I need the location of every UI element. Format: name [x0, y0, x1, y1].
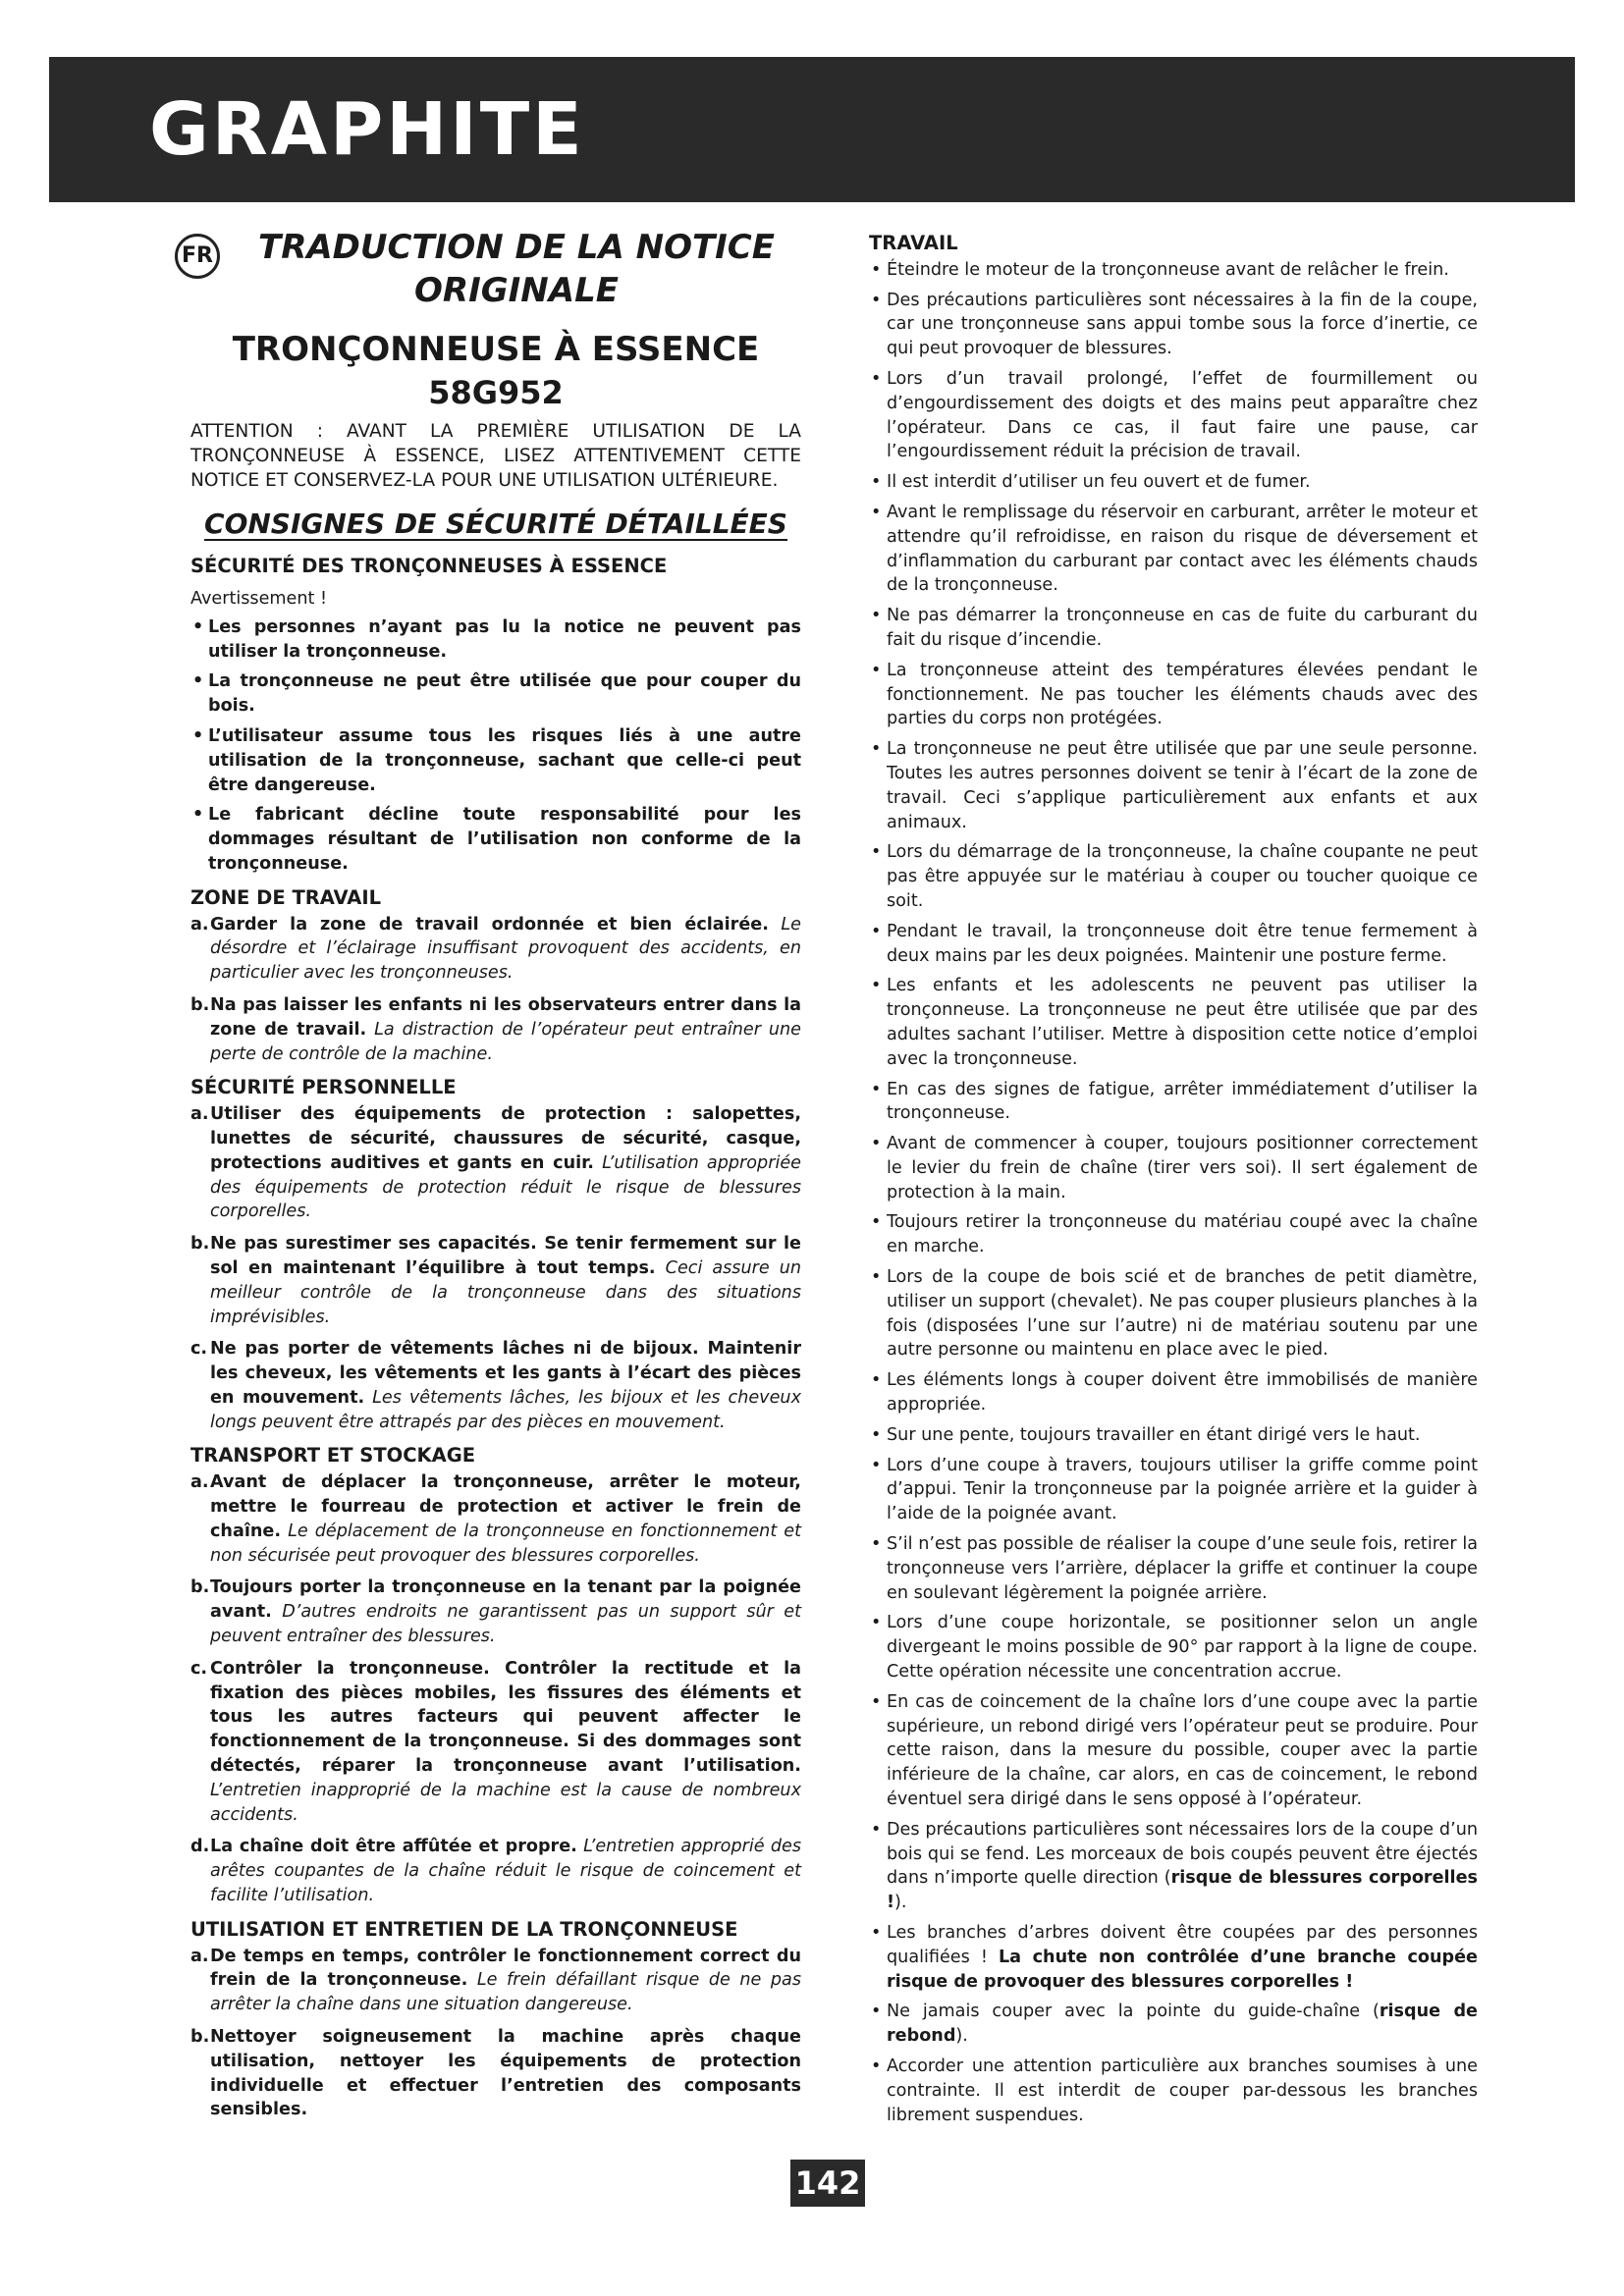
item-letter: b.	[190, 2027, 210, 2048]
item-text: Des précautions particulières sont nécessaires lors de la coupe d’un bois qui se fend. Les morceaux de bois coupés peuvent être éjectés dans n’importe quelle direction (	[887, 1819, 1478, 1889]
list-item	[190, 1232, 801, 1329]
travail-list	[869, 258, 1478, 2128]
chainsaw-safety-list	[190, 615, 801, 877]
list-item: • En cas des signes de fatigue, arrêter immédiatement d’utiliser la tronçonneuse.	[869, 1078, 1478, 1127]
item-bold-text: Avant de déplacer la tronçonneuse, arrêter le moteur, mettre le fourreau de protection et activer le frein de chaîne.	[210, 1472, 801, 1541]
item-letter: a.	[190, 914, 209, 934]
list-item	[190, 1337, 801, 1434]
list-item: • Accorder une attention particulière aux branches soumises à une contrainte. Il est interdit de couper par-dessous les branches librement suspendues.	[869, 2055, 1478, 2127]
item-italic-text: Ceci assure un meilleur contrôle de la tronçonneuse dans des situations imprévisibles.	[210, 1257, 801, 1327]
list-item	[190, 1102, 801, 1224]
item-bold-text: Toujours porter la tronçonneuse en la tenant par la poignée avant.	[210, 1577, 801, 1623]
item-italic-text: La distraction de l’opérateur peut entraîner une perte de contrôle de la machine.	[210, 1019, 802, 1064]
item-bold-text: Utiliser des équipements de protection : salopettes, lunettes de sécurité, chaussures de sécurité, casque, protections auditives et gants en cuir.	[210, 1104, 801, 1173]
right-column	[869, 226, 1478, 2133]
list-item: • L’utilisateur assume tous les risques liés à une autre utilisation de la tronçonneuse, sachant que celle-ci peut être dangereuse.	[190, 724, 801, 797]
section-heading-use-maintenance: UTILISATION ET ENTRETIEN DE LA TRONÇONNEUSE	[190, 1917, 738, 1941]
safety-heading: CONSIGNES DE SÉCURITÉ DÉTAILLÉES	[204, 507, 787, 541]
item-bold-text: Na pas laisser les enfants ni les observateurs entrer dans la zone de travail.	[210, 994, 801, 1040]
list-item: • Lors d’une coupe horizontale, se positionner selon un angle divergeant le moins possible de 90° par rapport à la ligne de coupe. Cette opération nécessite une concentration accrue.	[869, 1611, 1478, 1683]
brand-logo: GRAPHITE	[149, 87, 585, 172]
list-item: • Avant de commencer à couper, toujours positionner correctement le levier du frein de chaîne (tirer vers soi). Il sert également de protection à la main.	[869, 1132, 1478, 1204]
item-italic-text: Le déplacement de la tronçonneuse en fonctionnement et non sécurisée peut provoquer des blessures corporelles.	[210, 1521, 801, 1566]
item-italic-text: L’entretien approprié des arêtes coupantes de la chaîne réduit le risque de coincement et facilite l’utilisation.	[210, 1837, 801, 1906]
item-letter: c.	[190, 1339, 208, 1360]
list-item: • En cas de coincement de la chaîne lors d’une coupe avec la partie supérieure, un rebond dirigé vers l’opérateur peut se produire. Pour cette raison, dans la mesure du possible, couper avec la partie inférieure de la chaîne, car alors, en cas de coincement, le rebond éventuel sera dirigé dans le sens opposé à l’opérateur.	[869, 1690, 1478, 1812]
item-text: Les branches d’arbres doivent être coupées par des personnes qualifiées !	[887, 1923, 1478, 1967]
item-italic-text: Le désordre et l’éclairage insuffisant provoquent des accidents, en particulier avec les tronçonneuses.	[210, 914, 802, 984]
transport-list	[190, 1470, 801, 1908]
list-item: • Éteindre le moteur de la tronçonneuse avant de relâcher le frein.	[869, 258, 1478, 283]
item-letter: b.	[190, 1577, 210, 1598]
list-item: • Les éléments longs à couper doivent être immobilisés de manière appropriée.	[869, 1368, 1478, 1417]
list-item: • Ne pas démarrer la tronçonneuse en cas de fuite du carburant du fait du risque d’incendie.	[869, 604, 1478, 653]
item-letter: b.	[190, 1234, 210, 1255]
item-letter: a.	[190, 1472, 209, 1493]
list-item: • Les personnes n’ayant pas lu la notice ne peuvent pas utiliser la tronçonneuse.	[190, 615, 801, 665]
list-item: • Avant le remplissage du réservoir en carburant, arrêter le moteur et attendre qu’il refroidisse, en raison du risque de déversement et d’inflammation du carburant par contact avec les éléments chauds de la tronçonneuse.	[869, 501, 1478, 598]
list-item: • Les enfants et les adolescents ne peuvent pas utiliser la tronçonneuse. La tronçonneuse ne peut être utilisée que par des adultes sachant l’utiliser. Mettre à disposition cette notice d’emploi avec la tronçonneuse.	[869, 974, 1478, 1071]
list-item	[190, 1835, 801, 1907]
list-item	[190, 993, 801, 1066]
item-italic-text: Les vêtements lâches, les bijoux et les cheveux longs peuvent être attrapés par des pièces en mouvement.	[210, 1387, 801, 1432]
document-title: TRADUCTION DE LA NOTICE ORIGINALE	[258, 228, 775, 310]
item-bold-text: La chute non contrôlée d’une branche coupée risque de provoquer des blessures corporelles !	[887, 1947, 1478, 1992]
left-column	[182, 226, 802, 2130]
list-item	[190, 1945, 801, 2017]
list-item: • Pendant le travail, la tronçonneuse doit être tenue fermement à deux mains par les deux poignées. Maintenir une posture ferme.	[869, 920, 1478, 969]
item-letter: a.	[190, 1104, 209, 1125]
item-bold-text: Nettoyer soigneusement la machine après chaque utilisation, nettoyer les équipements de protection individuelle et effectuer l’entretien des composants sensibles.	[210, 2027, 801, 2120]
model-number: 58G952	[428, 374, 564, 411]
list-item: • Le fabricant décline toute responsabilité pour les dommages résultant de l’utilisation non conforme de la tronçonneuse.	[190, 803, 801, 876]
item-letter: a.	[190, 1946, 209, 1966]
item-bold-text: Ne pas surestimer ses capacités. Se tenir fermement sur le sol en maintenant l’équilibre à tout temps.	[210, 1234, 801, 1278]
list-item: • Toujours retirer la tronçonneuse du matériau coupé avec la chaîne en marche.	[869, 1210, 1478, 1259]
item-italic-text: L’utilisation appropriée des équipements de protection réduit le risque de blessures corporelles.	[210, 1152, 801, 1222]
list-item	[869, 1818, 1478, 1915]
use-maintenance-list	[190, 1945, 801, 2123]
section-heading-transport: TRANSPORT ET STOCKAGE	[190, 1444, 476, 1468]
section-heading-personal-safety: SÉCURITÉ PERSONNELLE	[190, 1076, 457, 1099]
item-italic-text: L’entretien inapproprié de la machine est la cause de nombreux accidents.	[210, 1780, 801, 1825]
item-bold-text: La chaîne doit être affûtée et propre.	[210, 1837, 577, 1857]
list-item: • Lors d’un travail prolongé, l’effet de fourmillement ou d’engourdissement des doigts et des mains peut apparaître chez l’opérateur. Dans ce cas, il faut faire une pause, car l’engourdissement réduit la précision de travail.	[869, 367, 1478, 464]
section-heading-work-area: ZONE DE TRAVAIL	[190, 885, 382, 909]
list-item: • S’il n’est pas possible de réaliser la coupe d’une seule fois, retirer la tronçonneuse vers l’arrière, déplacer la griffe et continuer la coupe en soulevant légèrement la poignée arrière.	[869, 1532, 1478, 1605]
item-bold-text: Contrôler la tronçonneuse. Contrôler la rectitude et la fixation des pièces mobiles, les fissures des éléments et tous les autres facteurs qui peuvent affecter le fonctionnement de la tronçonneuse. Si des dommages sont détectés, réparer la tronçonneuse avant l’utilisation.	[210, 1658, 801, 1777]
item-text: Ne jamais couper avec la pointe du guide-chaîne (	[887, 2002, 1380, 2022]
item-italic-text: D’autres endroits ne garantissent pas un support sûr et peuvent entraîner des blessures.	[210, 1602, 802, 1647]
work-area-list	[190, 913, 801, 1067]
list-item	[869, 2000, 1478, 2049]
list-item: • Il est interdit d’utiliser un feu ouvert et de fumer.	[869, 470, 1478, 495]
list-item: • Lors d’une coupe à travers, toujours utiliser la griffe comme point d’appui. Tenir la tronçonneuse par la poignée arrière et la guider à l’aide de la poignée avant.	[869, 1454, 1478, 1526]
list-item: • Sur une pente, toujours travailler en étant dirigé vers le haut.	[869, 1423, 1478, 1448]
item-bold-text: De temps en temps, contrôler le fonctionnement correct du frein de la tronçonneuse.	[210, 1946, 801, 1991]
item-bold-text: Ne pas porter de vêtements lâches ni de bijoux. Maintenir les cheveux, les vêtements et les gants à l’écart des pièces en mouvement.	[210, 1339, 801, 1408]
item-letter: c.	[190, 1658, 208, 1679]
list-item: • La tronçonneuse ne peut être utilisée que par une seule personne. Toutes les autres personnes doivent se tenir à l’écart de la zone de travail. Ceci s’applique particulièrement aux enfants et aux animaux.	[869, 737, 1478, 834]
warning-label: Avertissement !	[190, 588, 328, 609]
item-italic-text: Le frein défaillant risque de ne pas arrêter la chaîne dans une situation dangereuse.	[210, 1970, 802, 2015]
list-item	[190, 2025, 801, 2122]
list-item: • Des précautions particulières sont nécessaires à la fin de la coupe, car une tronçonneuse sans appui tombe sous la force d’inertie, ce qui peut provoquer de blessures.	[869, 289, 1478, 361]
attention-notice: ATTENTION : AVANT LA PREMIÈRE UTILISATION DE LA TRONÇONNEUSE À ESSENCE, LISEZ ATTENTIVEMENT CETTE NOTICE ET CONSERVEZ-LA POUR UNE UTILISATION ULTÉRIEURE.	[190, 421, 801, 491]
item-text: ).	[955, 2026, 968, 2047]
personal-safety-list	[190, 1102, 801, 1434]
section-heading-chainsaw-safety: SÉCURITÉ DES TRONÇONNEUSES À ESSENCE	[190, 555, 668, 578]
item-text: ).	[894, 1893, 907, 1913]
list-item	[190, 1657, 801, 1828]
list-item: • La tronçonneuse ne peut être utilisée que pour couper du bois.	[190, 669, 801, 719]
list-item: • Lors du démarrage de la tronçonneuse, la chaîne coupante ne peut pas être appuyée sur le matériau à couper ou toucher quoique ce soit.	[869, 840, 1478, 913]
list-item	[190, 1470, 801, 1568]
list-item	[869, 1921, 1478, 1994]
product-name: TRONÇONNEUSE À ESSENCE	[232, 330, 760, 369]
page-number: 142	[790, 2160, 865, 2207]
list-item: • Lors de la coupe de bois scié et de branches de petit diamètre, utiliser un support (chevalet). Ne pas couper plusieurs planches à la fois (disposées l’une sur l’autre) ni de matériau soutenu par une autre personne ou maintenu en place avec le pied.	[869, 1265, 1478, 1362]
item-bold-text: risque de blessures corporelles !	[887, 1868, 1478, 1913]
item-letter: b.	[190, 994, 210, 1015]
item-letter: d.	[190, 1837, 210, 1857]
list-item	[190, 1575, 801, 1648]
list-item	[190, 913, 801, 986]
item-bold-text: Garder la zone de travail ordonnée et bien éclairée.	[210, 914, 769, 934]
section-heading-travail: TRAVAIL	[869, 232, 958, 254]
title-row	[182, 226, 801, 312]
list-item: • La tronçonneuse atteint des températures élevées pendant le fonctionnement. Ne pas toucher les éléments chauds avec des parties du corps non protégées.	[869, 659, 1478, 731]
item-bold-text: risque de rebond	[887, 2002, 1478, 2047]
language-badge: FR	[175, 234, 220, 279]
